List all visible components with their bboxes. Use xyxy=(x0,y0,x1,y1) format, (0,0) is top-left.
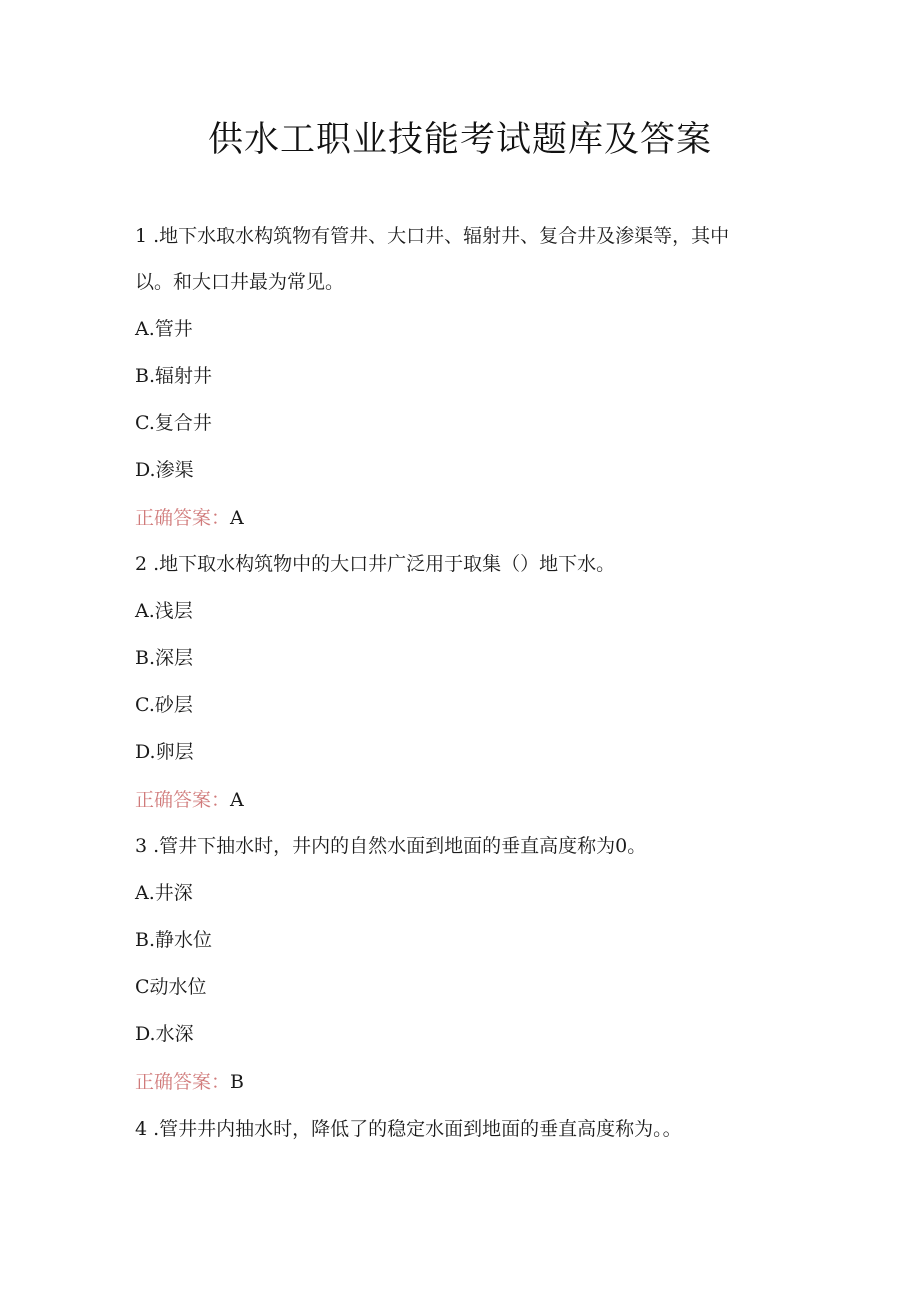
question-1-option-d: D.渗渠 xyxy=(135,459,194,481)
question-2-option-c: C.砂层 xyxy=(135,694,193,716)
question-3-answer xyxy=(135,1068,244,1096)
question-3-option-d: D.水深 xyxy=(135,1023,194,1045)
question-1-option-a: A.管井 xyxy=(135,318,193,340)
question-1-stem-line-2: 以。和大口井最为常见。 xyxy=(135,271,345,293)
question-3-stem: 3 .管井下抽水时，井内的自然水面到地面的垂直高度称为0。 xyxy=(135,835,647,857)
question-2-stem: 2 .地下取水构筑物中的大口井广泛用于取集（）地下水。 xyxy=(135,553,616,575)
answer-value: B xyxy=(230,1071,244,1093)
answer-value: A xyxy=(230,507,244,529)
question-3-option-b: B.静水位 xyxy=(135,929,213,951)
question-1-answer xyxy=(135,504,244,532)
question-3-option-c: C动水位 xyxy=(135,976,207,998)
question-1-option-c: C.复合井 xyxy=(135,412,212,434)
question-1-option-b: B.辐射井 xyxy=(135,365,213,387)
document-title: 供水工职业技能考试题库及答案 xyxy=(207,120,712,160)
question-2-answer xyxy=(135,786,244,814)
answer-label: 正确答案： xyxy=(135,789,231,811)
question-2-option-a: A.浅层 xyxy=(135,600,193,622)
answer-label: 正确答案： xyxy=(135,1071,231,1093)
question-2-option-d: D.卵层 xyxy=(135,741,194,763)
question-4-stem: 4 .管井井内抽水时，降低了的稳定水面到地面的垂直高度称为。。 xyxy=(135,1118,682,1140)
question-2-option-b: B.深层 xyxy=(135,647,194,669)
answer-label: 正确答案： xyxy=(135,507,231,529)
answer-value: A xyxy=(230,789,244,811)
question-3-option-a: A.井深 xyxy=(135,882,193,904)
question-1-stem-line-1: 1 .地下水取水构筑物有管井、大口井、辐射井、复合井及渗渠等，其中 xyxy=(135,225,730,247)
